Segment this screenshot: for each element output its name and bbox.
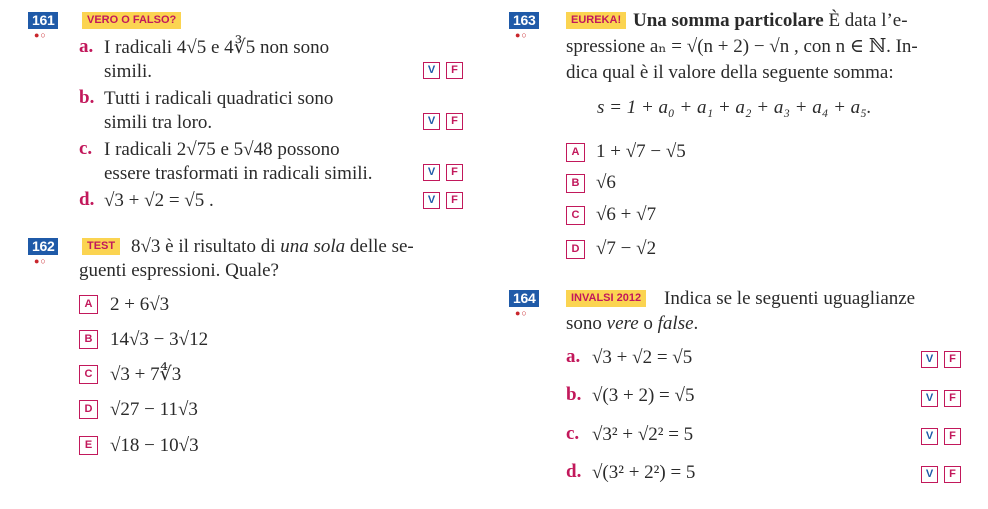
question-text-163-line2: spressione aₙ = √(n + 2) − √n , con n ∈ ℕ. In- [566,36,918,57]
item-text-164a: √3 + √2 = √5 [592,347,693,368]
question-text-164-pre: sono [566,313,607,334]
false-checkbox-164b[interactable]: F [944,390,961,407]
false-checkbox-161c[interactable]: F [446,164,463,181]
question-text-164-vere: vere [606,313,639,334]
tag-eureka: EUREKA! [566,12,626,29]
item-text-164d: √(3² + 2²) = 5 [592,462,696,483]
item-text-164c: √3² + √2² = 5 [592,424,694,445]
option-box-163a[interactable]: A [566,143,585,162]
item-text-161a-line2: simili. [104,61,153,82]
item-letter-161c: c. [79,138,93,159]
question-text-163-line3: dica qual è il valore della seguente somma: [566,62,894,83]
item-text-161a-line1: I radicali 4√5 e 4∛5 non sono [104,37,330,58]
option-box-163d[interactable]: D [566,240,585,259]
option-text-162e: √18 − 10√3 [110,435,199,456]
item-letter-164d: d. [566,461,582,482]
option-box-162e[interactable]: E [79,436,98,455]
option-box-162a[interactable]: A [79,295,98,314]
tag-test: TEST [82,238,120,255]
item-text-161b-line2: simili tra loro. [104,112,213,133]
question-text-164-mid: o [638,313,658,334]
option-box-162b[interactable]: B [79,330,98,349]
item-letter-161d: d. [79,189,95,210]
option-text-162c: √3 + 7∜3 [110,364,182,385]
question-text-162-post: delle se- [345,236,414,257]
option-text-162a: 2 + 6√3 [110,294,170,315]
false-checkbox-164a[interactable]: F [944,351,961,368]
option-text-163c: √6 + √7 [596,204,657,225]
exercise-number-163: 163 [509,12,539,29]
item-letter-164a: a. [566,346,581,367]
exercise-number-161: 161 [28,12,58,29]
item-text-164b: √(3 + 2) = √5 [592,385,695,406]
true-checkbox-164b[interactable]: V [921,390,938,407]
question-text-163-line1-rest: È data l’e- [823,10,908,31]
option-text-162d: √27 − 11√3 [110,399,198,420]
option-box-162c[interactable]: C [79,365,98,384]
item-text-161c-line1: I radicali 2√75 e 5√48 possono [104,139,340,160]
item-letter-161b: b. [79,87,95,108]
exercise-number-164: 164 [509,290,539,307]
question-text-163-line1 [633,9,908,33]
difficulty-dots-162: ●○ [34,256,47,266]
true-checkbox-161d[interactable]: V [423,192,440,209]
false-checkbox-161d[interactable]: F [446,192,463,209]
option-text-163d: √7 − √2 [596,238,657,259]
question-text-162-line1 [131,235,414,259]
item-letter-161a: a. [79,36,94,57]
true-checkbox-164a[interactable]: V [921,351,938,368]
item-text-161d: √3 + √2 = √5 . [104,190,214,211]
question-text-164-false: false [657,313,694,334]
true-checkbox-161b[interactable]: V [423,113,440,130]
item-text-161b-line1: Tutti i radicali quadratici sono [104,88,334,109]
option-text-163b: √6 [596,172,616,193]
question-text-162-line2: guenti espressioni. Quale? [79,260,279,281]
false-checkbox-161a[interactable]: F [446,62,463,79]
false-checkbox-164d[interactable]: F [944,466,961,483]
false-checkbox-161b[interactable]: F [446,113,463,130]
item-letter-164c: c. [566,423,580,444]
option-text-163a: 1 + √7 − √5 [596,141,686,162]
false-checkbox-164c[interactable]: F [944,428,961,445]
item-text-161c-line2: essere trasformati in radicali simili. [104,163,373,184]
true-checkbox-164c[interactable]: V [921,428,938,445]
option-box-163b[interactable]: B [566,174,585,193]
formula-163: s = 1 + a₀ + a₁ + a₂ + a₃ + a₄ + a₅. [597,97,872,118]
question-text-162-italic: una sola [280,236,346,257]
option-box-162d[interactable]: D [79,400,98,419]
true-checkbox-164d[interactable]: V [921,466,938,483]
option-box-163c[interactable]: C [566,206,585,225]
difficulty-dots-164: ●○ [515,308,528,318]
true-checkbox-161c[interactable]: V [423,164,440,181]
question-text-164-line2 [566,312,698,336]
exercise-title-163: Una somma particolare [633,10,824,31]
difficulty-dots-161: ●○ [34,30,47,40]
difficulty-dots-163: ●○ [515,30,528,40]
tag-invalsi-2012: INVALSI 2012 [566,290,646,307]
true-checkbox-161a[interactable]: V [423,62,440,79]
question-text-164-line1: Indica se le seguenti uguaglianze [664,288,916,309]
item-letter-164b: b. [566,384,582,405]
option-text-162b: 14√3 − 3√12 [110,329,209,350]
tag-vero-o-falso: VERO O FALSO? [82,12,181,29]
question-text-162-pre: 8√3 è il risultato di [131,236,281,257]
exercise-number-162: 162 [28,238,58,255]
question-text-164-post: . [693,313,699,334]
